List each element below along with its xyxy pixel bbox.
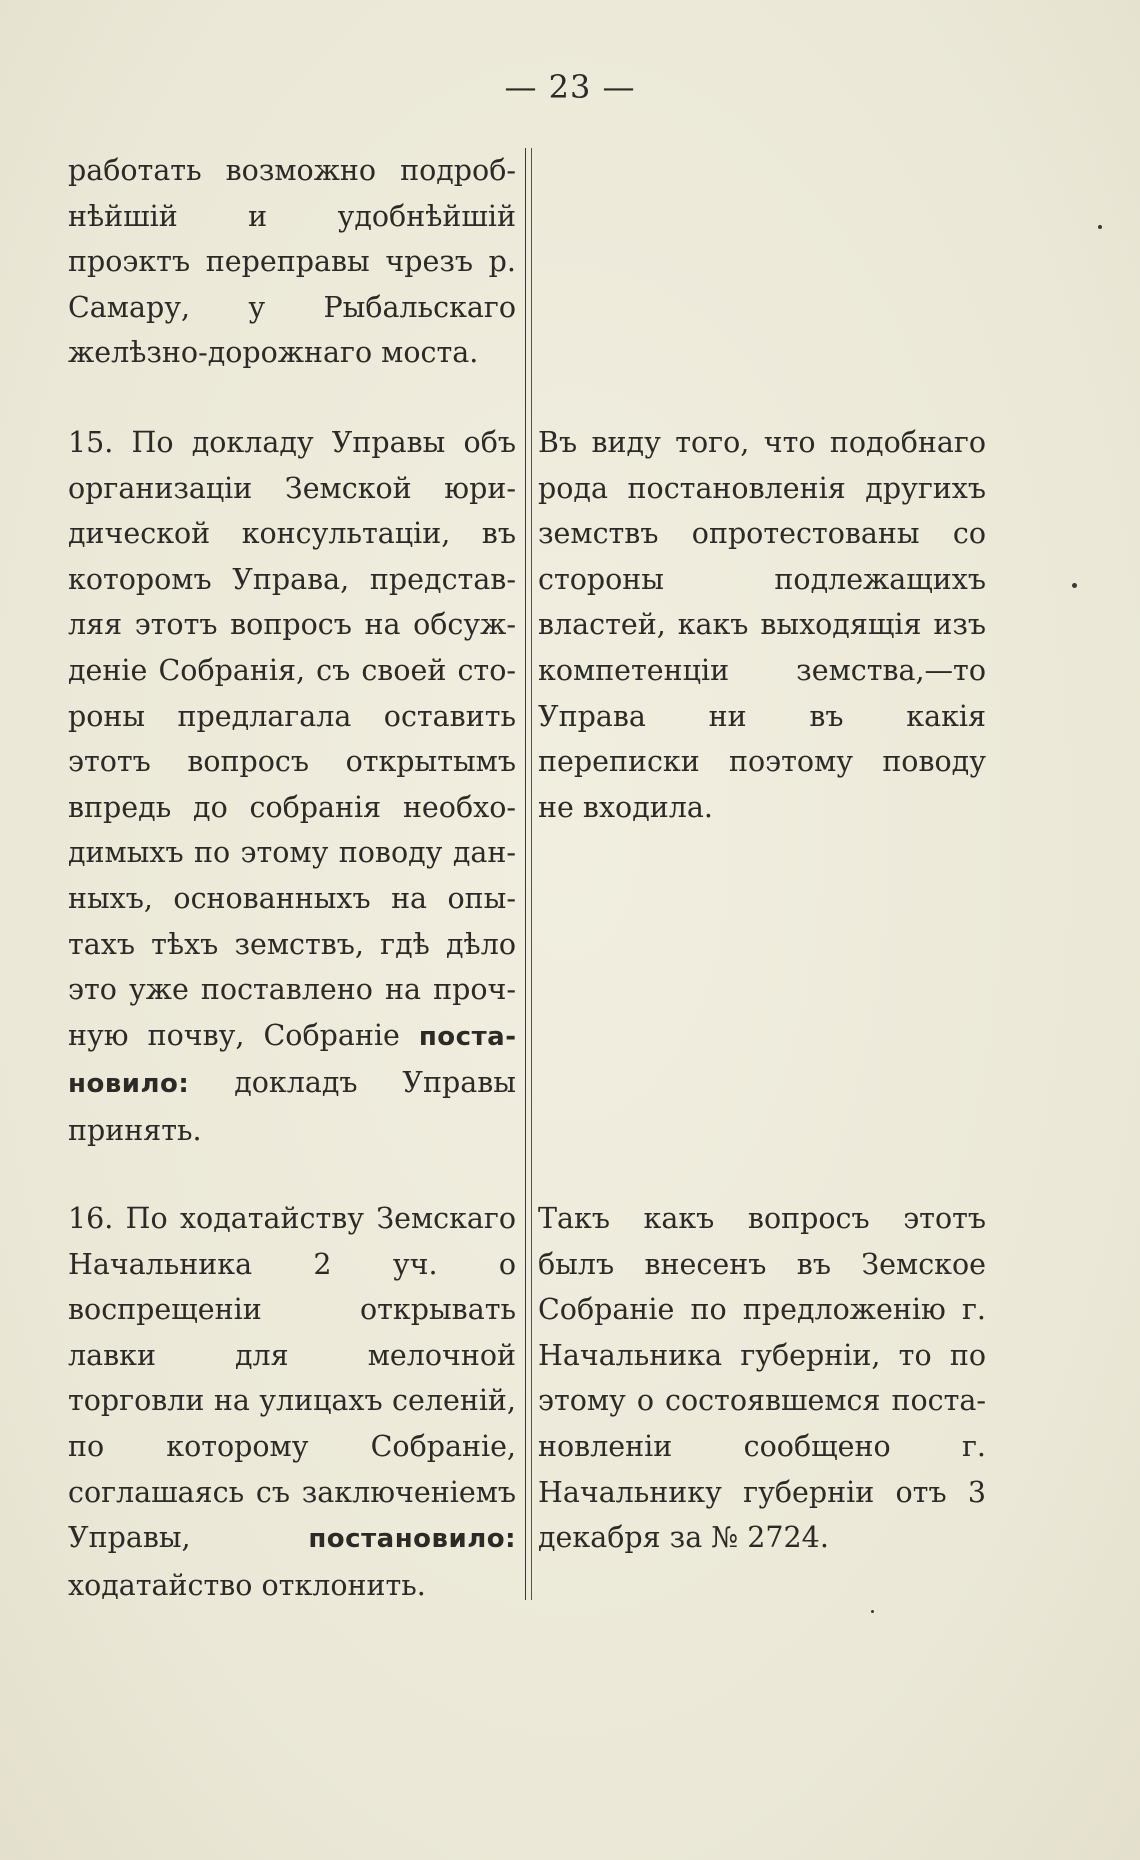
right-column-note-15 [538, 420, 986, 830]
right-column-note-16 [538, 1196, 986, 1561]
paragraph-16-resolution-word: постановило: [308, 1524, 516, 1555]
paragraph-16-text: 16. По ходатайству Земскаго Начальника 2 уч. о воспрещеніи открывать лавки для мелочной торговли на улицахъ селеній, по которому Собраніе, соглашаясь съ заключеніемъ Управы, [68, 1202, 516, 1555]
left-column-paragraph-15 [68, 420, 516, 1154]
column-divider-line-inner [531, 148, 532, 1600]
note-16-text: Такъ какъ вопросъ этотъ былъ внесенъ въ Земское Собраніе по предложенію г. Начальника губерніи, то по этому о состоявшемся постановленіи сообщено г. Начальнику губерніи отъ 3 декабря за № 2724. [538, 1202, 986, 1555]
left-column-paragraph-continuation [68, 148, 516, 376]
paper-speck [871, 1610, 874, 1613]
paragraph-continued-text: работать возможно подробнѣйшій и удобнѣйшій проэктъ переправы чрезъ р. Самару, у Рыбальскаго желѣзно-дорожнаго моста. [68, 154, 516, 370]
column-divider-line [525, 148, 526, 1600]
paragraph-15-resolution-word: постановило: [68, 1021, 516, 1100]
paragraph-16-ending: ходатайство отклонить. [68, 1568, 426, 1602]
paragraph-15 [68, 420, 516, 1154]
paragraph-15-text: 15. По докладу Управы объ организаціи Земской юридической консультаціи, въ которомъ Управа, представляя этотъ вопросъ на обсужденіе Собранія, съ своей стороны предлагала оставить этотъ вопросъ открытымъ впредь до собранія необходимыхъ по этому поводу данныхъ, основанныхъ на опытахъ тѣхъ земствъ, гдѣ дѣло это уже поставлено на прочную почву, Собраніе [68, 426, 516, 1052]
page-number: — 23 — [504, 68, 636, 106]
paper-speck [1072, 583, 1077, 588]
paragraph-16 [68, 1196, 516, 1608]
note-15-text: Въ виду того, что подобнаго рода постановленія другихъ земствъ опротестованы со стороны подлежащихъ властей, какъ выходящія изъ компетенціи земства,—то Управа ни въ какія переписки поэтому поводу не входила. [538, 426, 986, 824]
left-column-paragraph-16 [68, 1196, 516, 1608]
paper-speck [1098, 225, 1102, 229]
paragraph-15-ending: докладъ Управы принять. [68, 1066, 516, 1147]
